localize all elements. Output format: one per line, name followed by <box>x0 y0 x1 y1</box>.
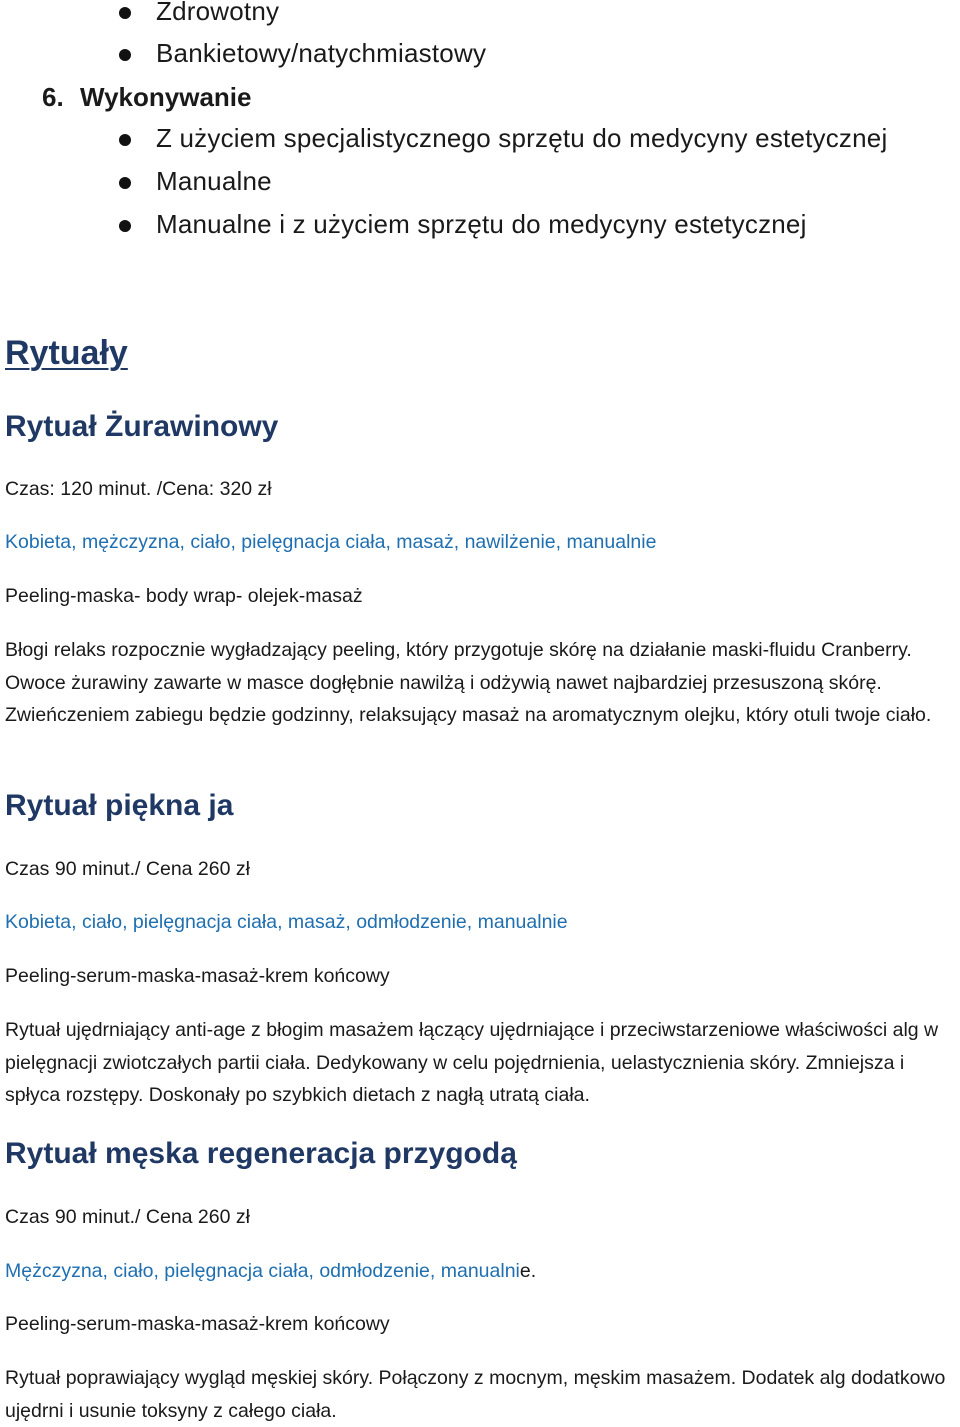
list-number: 6. <box>42 82 64 112</box>
list-item: Zdrowotny <box>156 0 280 26</box>
list-item: Bankietowy/natychmiastowy <box>156 38 487 68</box>
bullet-icon <box>119 220 131 232</box>
ritual-meta: Czas: 120 minut. /Cena: 320 zł <box>5 478 272 500</box>
ritual-title: Rytuał Żurawinowy <box>5 410 279 443</box>
ritual-steps: Peeling-serum-maska-masaż-krem końcowy <box>5 965 390 987</box>
ritual-description: Błogi relaks rozpocznie wygładzający peeling, który przygotuje skórę na działanie maski-fluidu Cranberry. Owoce żurawiny zawarte w masce dogłębnie nawilżą i odżywią nawet najbardziej przesuszoną skórę. Zwieńczeniem zabiegu będzie godzinny, relaksujący masaż na aromatycznym olejku, który otuli twoje ciało. <box>5 639 932 726</box>
ritual-steps: Peeling-serum-maska-masaż-krem końcowy <box>5 1313 390 1335</box>
ritual-title: Rytuał piękna ja <box>5 789 234 822</box>
ritual-meta: Czas 90 minut./ Cena 260 zł <box>5 858 250 880</box>
tags-tail: e. <box>519 1260 537 1282</box>
ritual-tags <box>5 531 656 554</box>
ritual-steps: Peeling-maska- body wrap- olejek-masaż <box>5 585 363 607</box>
ritual-tags <box>5 1260 536 1283</box>
list-item: Manualne i z użyciem sprzętu do medycyny estetycznej <box>156 209 807 239</box>
ritual-meta: Czas 90 minut./ Cena 260 zł <box>5 1206 250 1228</box>
bullet-icon <box>119 134 131 146</box>
list-heading: Wykonywanie <box>80 82 252 112</box>
ritual-tags <box>5 911 568 934</box>
ritual-description: Rytuał poprawiający wygląd męskiej skóry. Połączony z mocnym, męskim masażem. Dodatek alg dodatkowo ujędrni i usunie toksyny z całego ciała. <box>5 1367 946 1422</box>
tags-text: Kobieta, mężczyzna, ciało, pielęgnacja ciała, masaż, nawilżenie, manualnie <box>5 531 657 553</box>
ritual-title: Rytuał męska regeneracja przygodą <box>5 1137 517 1170</box>
ritual-description: Rytuał ujędrniający anti-age z błogim masażem łączący ujędrniające i przeciwstarzeniowe właściwości alg w pielęgnacji zwiotczałych partii ciała. Dedykowany w celu pojędrnienia, uelastycznienia skóry. Zmniejsza i spłyca rozstępy. Doskonały po szybkich dietach z nagłą utratą ciała. <box>5 1019 939 1106</box>
bullet-icon <box>119 49 131 61</box>
tags-text: Kobieta, ciało, pielęgnacja ciała, masaż, odmłodzenie, manualnie <box>5 911 568 933</box>
list-item: Manualne <box>156 166 272 196</box>
section-title: Rytuały <box>5 334 128 372</box>
bullet-icon <box>119 177 131 189</box>
list-item: Z użyciem specjalistycznego sprzętu do medycyny estetycznej <box>156 123 888 153</box>
tags-text: Mężczyzna, ciało, pielęgnacja ciała, odmłodzenie, manualni <box>5 1260 520 1282</box>
bullet-icon <box>119 7 131 19</box>
